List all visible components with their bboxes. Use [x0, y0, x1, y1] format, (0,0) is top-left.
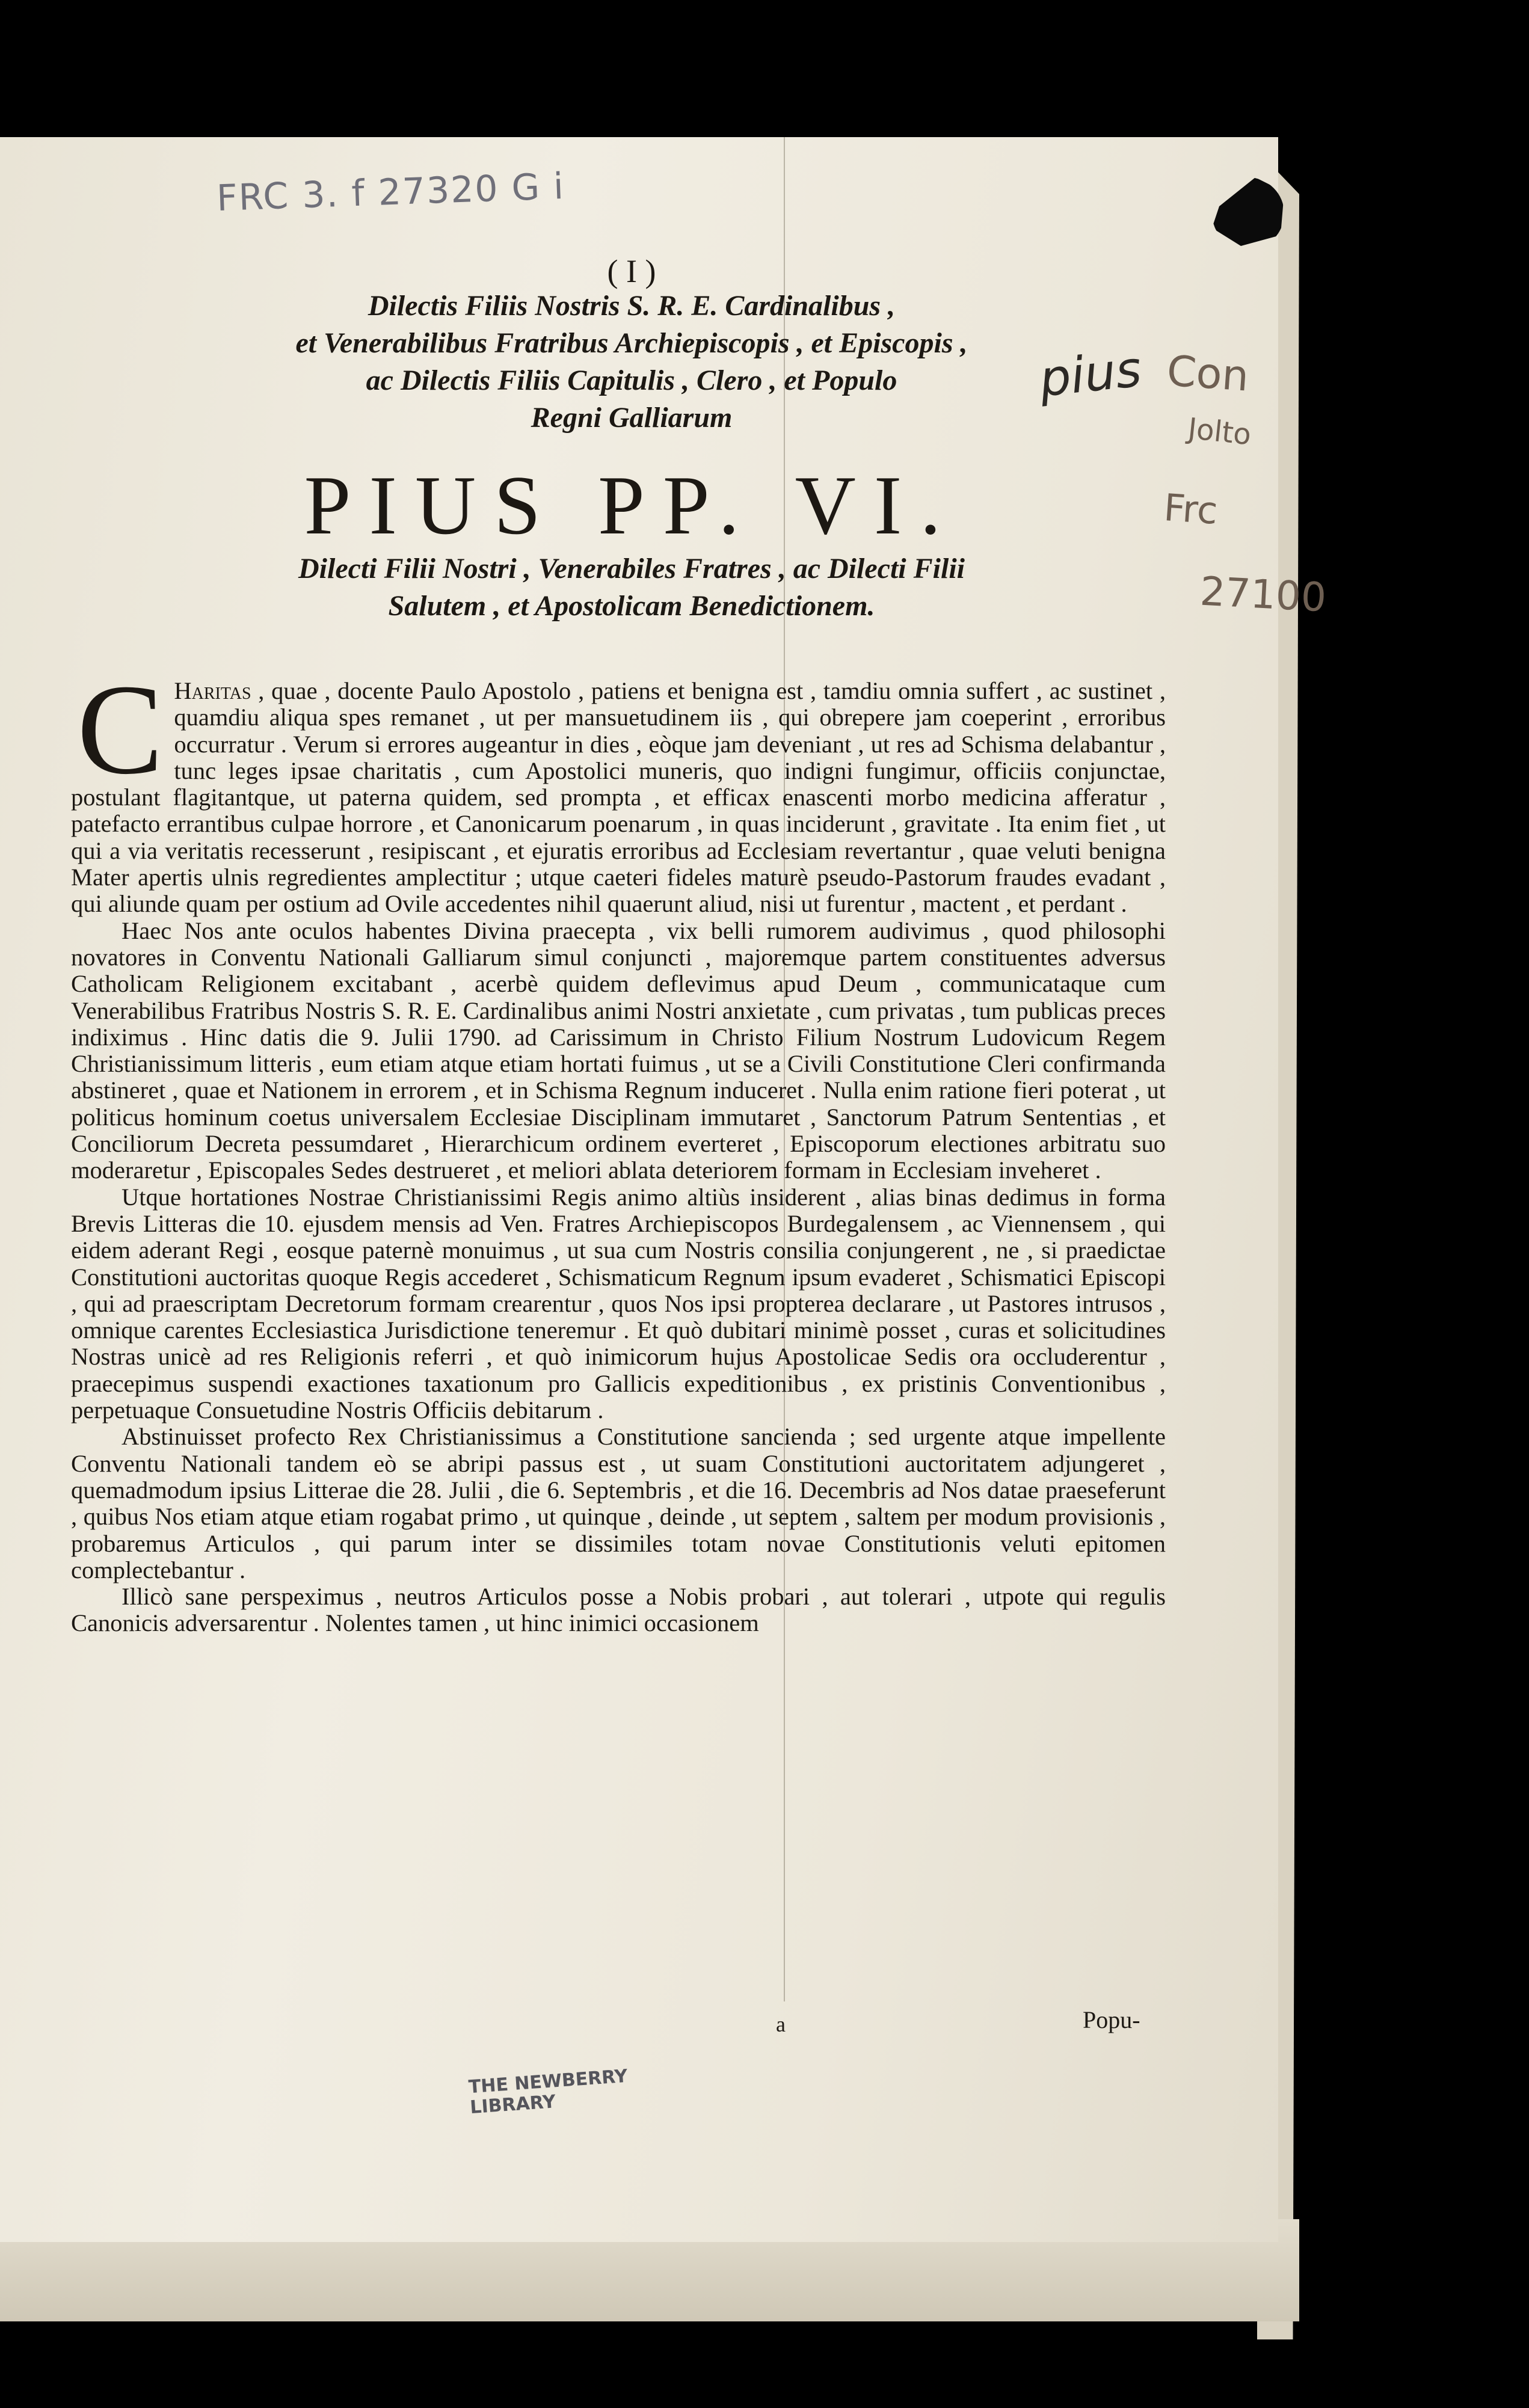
margin-note: pius	[1036, 340, 1145, 408]
document-title: PIUS PP. VI.	[304, 459, 959, 552]
stamp-line: THE NEWBERRY	[467, 2065, 629, 2098]
address-line: Regni Galliarum	[531, 402, 733, 434]
paragraph-5: Illicò sane perspeximus , neutros Articulos posse a Nobis probari , aut tolerari , utpote qui regulis Canonicis adversarentur . Nolentes tamen , ut hinc inimici occasionem	[71, 1583, 1166, 1637]
drop-cap: C	[77, 657, 164, 801]
catchword: Popu-	[1083, 2006, 1140, 2033]
address-line: et Venerabilibus Fratribus Archiepiscopis , et Episcopis ,	[295, 327, 968, 359]
margin-note: Con	[1165, 346, 1251, 401]
signature-mark: a	[776, 2012, 786, 2036]
address-block	[241, 287, 1023, 437]
margin-note: 27100	[1199, 568, 1327, 621]
paragraph-1	[71, 657, 1166, 918]
greeting-line: Dilecti Filii Nostri , Venerabiles Fratres , ac Dilecti Filii	[298, 553, 965, 585]
paragraph-3: Utque hortationes Nostrae Christianissimi Regis animo altiùs insiderent , alias binas dedimus in forma Brevis Litteras die 10. ejusdem mensis ad Ven. Fratres Archiepiscopos Burdegalensem , ac Viennensem , qui eidem aderant Regi , eosque paternè monuimus , ut sua cum Nostris consilia conjungerent , ne , si praedictae Constitutioni auctoritas quoque Regis accederet , Schismaticum Regnum ipsum evaderet , Schismatici Episcopi , qui ad praescriptam Decretorum formam crearentur , quos Nos ipsi propterea declarare , ut Pastores intrusos , omnique carentes Ecclesiastica Jurisdictione teneremur . Et quò dubitari minimè posset , curas et solicitudines Nostras unicè ad res Religionis referri , et quò inimicorum hujus Apostolicae Sedis ora occluderentur , praecepimus suspendi exactiones taxationum pro Gallicis expeditionibus , ex pristinis Conventionibus , perpetuaque Consuetudine Nostris Officiis debitarum .	[71, 1183, 1166, 1424]
opening-word: Haritas	[174, 677, 251, 704]
paragraph-4: Abstinuisset profecto Rex Christianissimus a Constitutione sancienda ; sed urgente atque impellente Conventu Nationali tandem eò se abripi passus est , ut suam Constitutioni auctoritatem adjungeret , quemadmodum ipsius Litterae die 28. Julii , die 6. Septembris , et die 16. Decembris ad Nos datae praeseferunt , quibus Nos etiam atque etiam rogabat primo , ut quinque , deinde , ut septem , saltem per modum provisionis , probaremus Articulos , qui parum inter se dissimiles totam novae Constitutionis veluti epitomen complectebantur .	[71, 1423, 1166, 1583]
page-number: ( I )	[607, 253, 656, 289]
paragraph-text: , quae , docente Paulo Apostolo , patiens et benigna est , tamdiu omnia suffert , ac sustinet , quamdiu aliqua spes remanet , ut per mansuetudinem iis , qui obrepere jam coeperint , erroribus occurratur . Verum si errores augeantur in dies , eòque jam deveniant , ut res ad Schisma delabantur , tunc leges ipsae charitatis , cum Apostolici muneris, quo indigni fungimur, officiis conjunctae, postulant flagitantque, ut paterna quidem, sed prompta , et efficax enascenti morbo medicina afferatur , patefacto errantibus culpae horrore , et Canonicarum poenarum , in quas inciderunt , gravitate . Ita enim fiet , ut qui a via veritatis recesserunt , resipiscant , et ejuratis erroribus ad Ecclesiam revertantur , quae veluti benigna Mater apertis ulnis regredientes amplectitur ; utque caeteri fideles maturè pseudo-Pastorum fraudes evadant , qui aliunde quam per ostium ad Ovile accedentes nihil quaerunt aliud, nisi ut furentur , mactent , et perdant .	[71, 677, 1166, 918]
shelfmark-annotation: FRC 3. f 27320 G i	[215, 165, 565, 220]
greeting-block	[229, 550, 1035, 625]
address-line: ac Dilectis Filiis Capitulis , Clero , et Populo	[366, 364, 897, 396]
stamp-line: LIBRARY	[469, 2091, 557, 2119]
body-text	[71, 657, 1166, 1637]
greeting-line: Salutem , et Apostolicam Benedictionem.	[388, 590, 875, 622]
paragraph-2: Haec Nos ante oculos habentes Divina praecepta , vix belli rumorem audivimus , quod philosophi novatores in Conventu Nationali Galliarum simul conjuncti , majoremque partem constituentes adversus Catholicam Religionem excitabant , acerbè quidem deflevimus apud Deum , communicataque cum Venerabilibus Fratribus Nostris S. R. E. Cardinalibus animi Nostri anxietate , cum privatas , tum publicas preces indiximus . Hinc datis die 9. Julii 1790. ad Carissimum in Christo Filium Nostrum Ludovicum Regem Christianissimum litteris , eum etiam atque etiam hortati fuimus , ut se a Civili Constitutione Cleri confirmanda abstineret , quae et Nationem in errorem , et in Schisma Regnum induceret . Nulla enim ratione fieri poterat , ut politicus hominum coetus universalem Ecclesiae Disciplinam immutaret , Sanctorum Patrum Sententias , et Conciliorum Decreta pessumdaret , Hierarchicum ordinem everteret , Episcoporum electiones arbitratu suo moderaretur , Episcopales Sedes destrueret , et meliori ablata deteriorem formam in Ecclesiam inveheret .	[71, 917, 1166, 1184]
margin-note: Jolto	[1186, 411, 1253, 452]
margin-note: Frc	[1162, 485, 1219, 533]
address-line: Dilectis Filiis Nostris S. R. E. Cardinalibus ,	[368, 290, 896, 322]
